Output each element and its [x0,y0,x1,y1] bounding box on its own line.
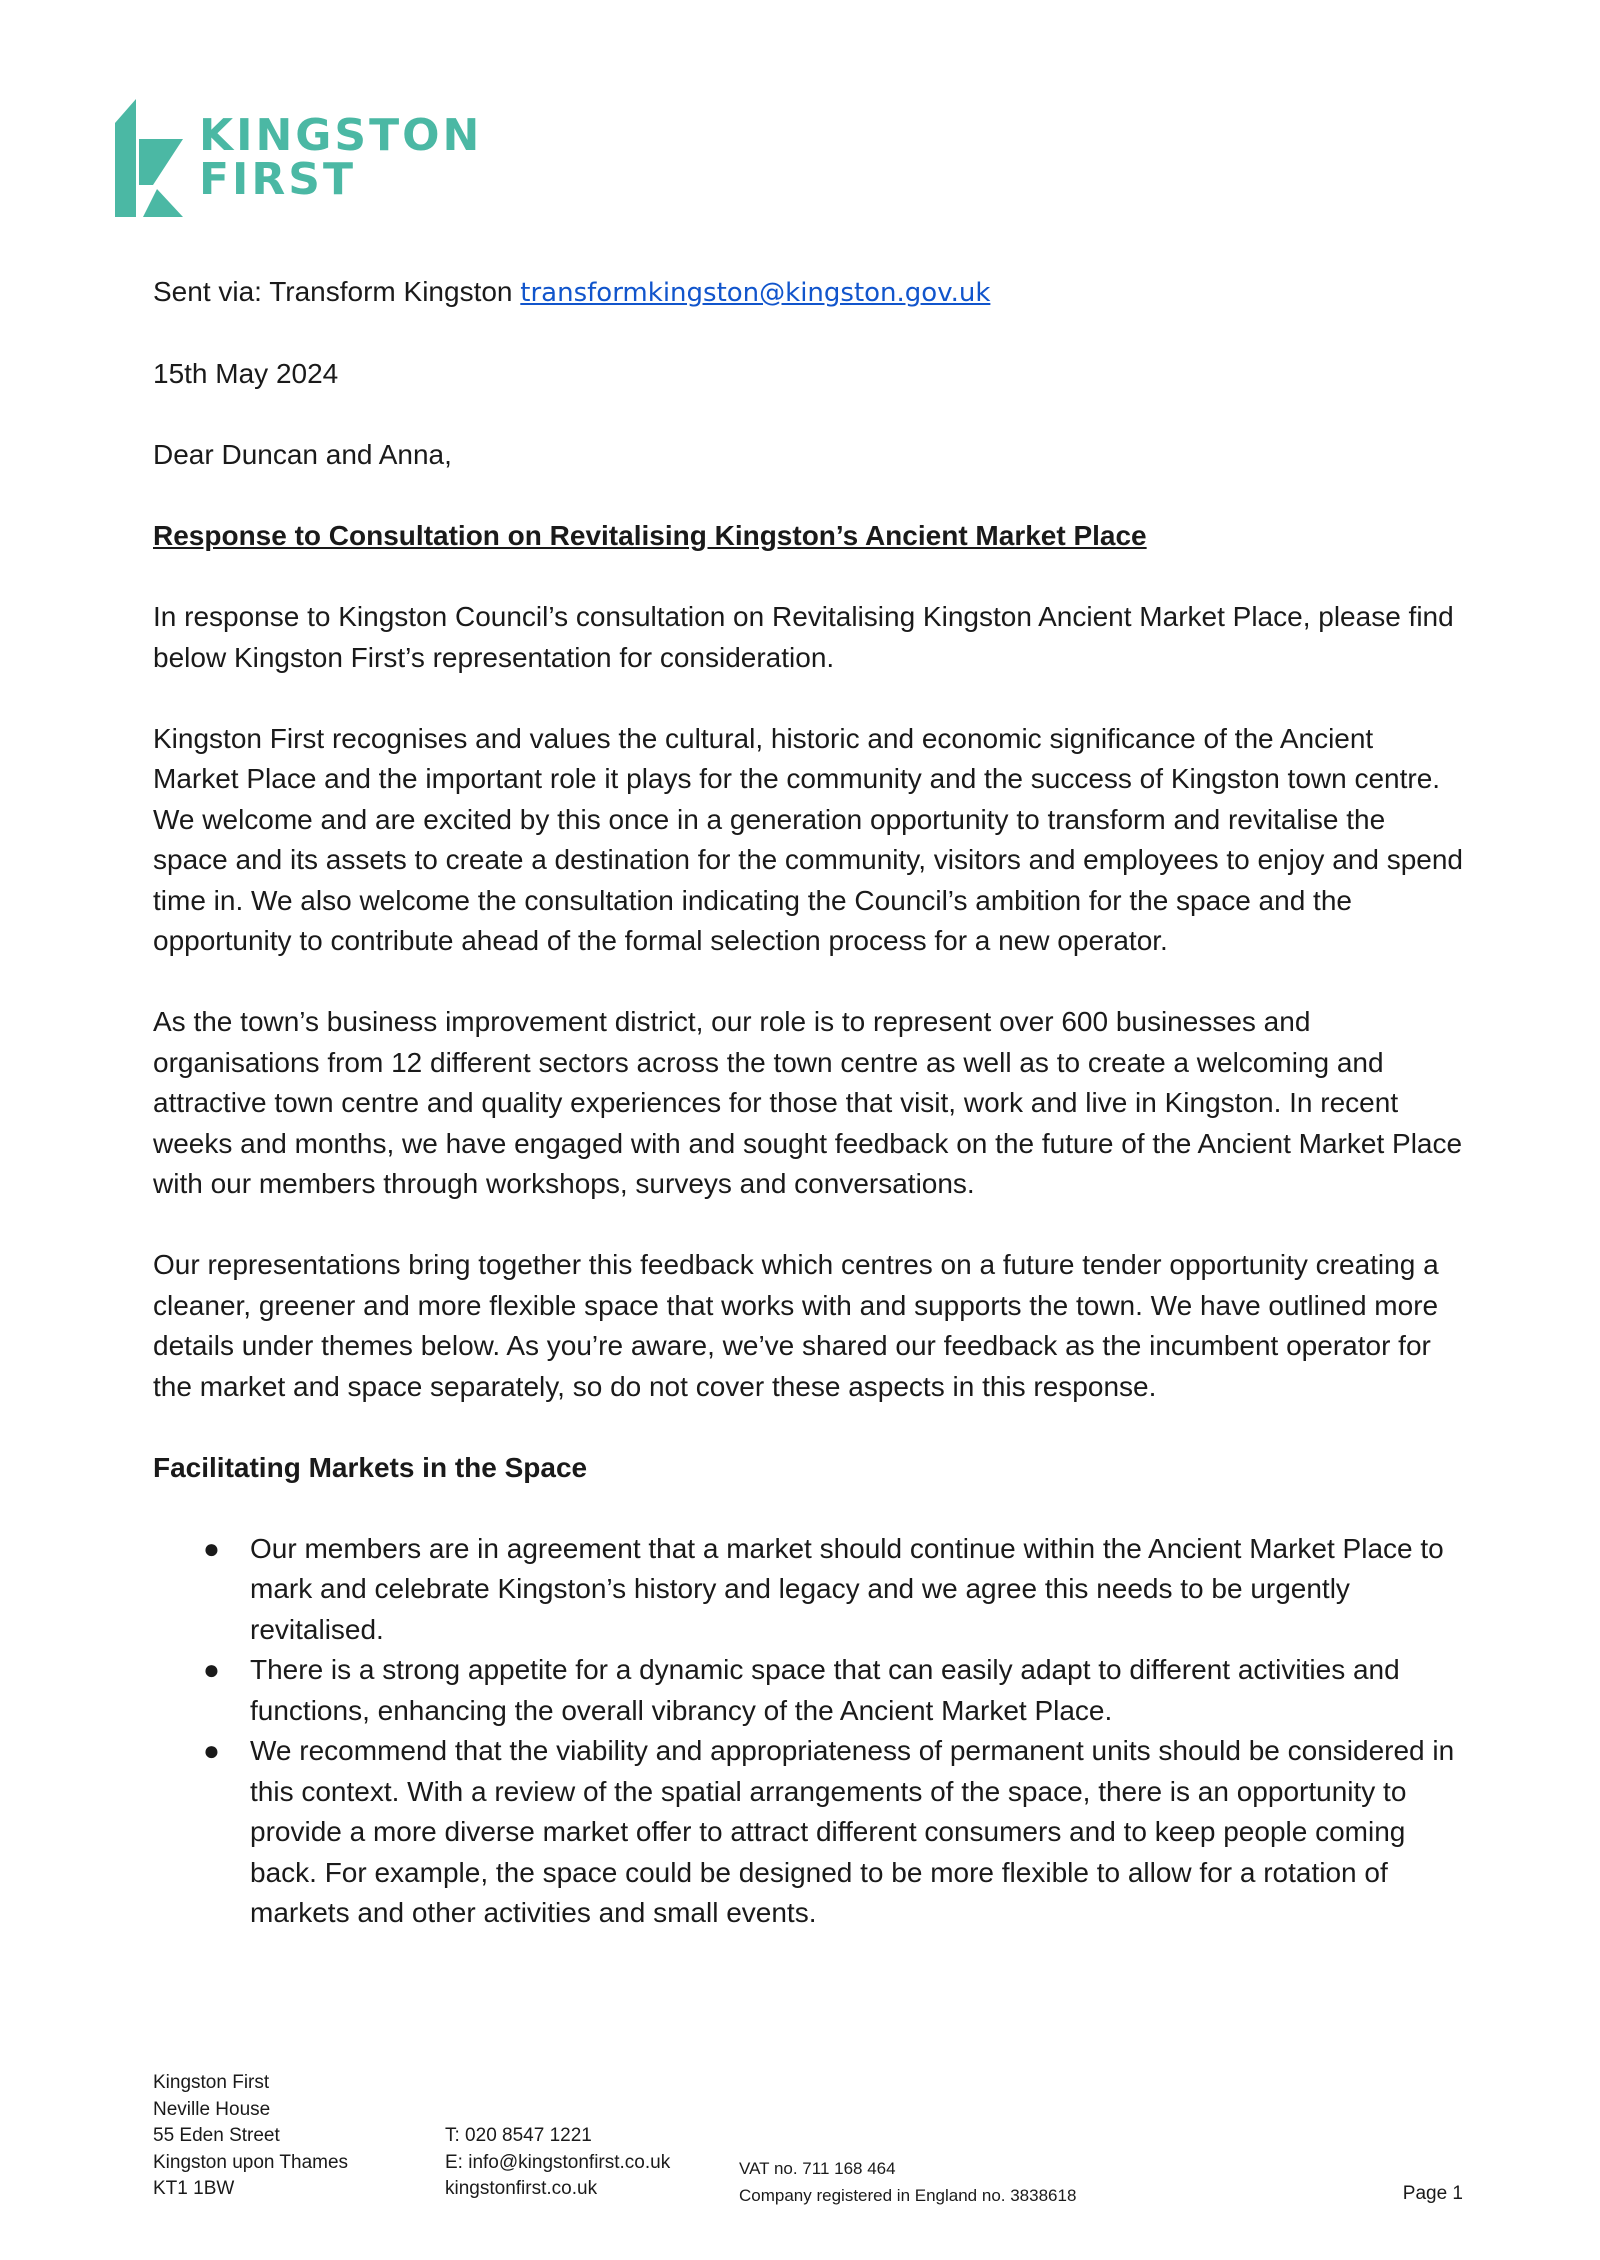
salutation: Dear Duncan and Anna, [153,439,452,470]
body-paragraph: In response to Kingston Council’s consultation on Revitalising Kingston Ancient Market Place, please find below Kingston First’s representation for consideration. [153,601,1454,673]
footer-address-line: Kingston upon Thames [153,2151,349,2173]
page-number: Page 1 [1402,2183,1463,2204]
logo-wordmark [199,110,483,205]
bullet-text: We recommend that the viability and appropriateness of permanent units should be considered in this context. With a review of the spatial arrangements of the space, there is an opportunity to provide a more diverse market offer to attract different consumers and to keep people coming back. For example, the space could be designed to be more flexible to allow for a rotation of markets and other activities and small events. [250,1735,1455,1928]
footer-address-line: 55 Eden Street [153,2125,280,2146]
footer-address-line: KT1 1BW [153,2178,235,2199]
bullet-icon: ● [203,1532,220,1564]
consultation-email-link[interactable]: transformkingston@kingston.gov.uk [520,278,991,308]
sent-via-line [153,272,1463,314]
body-paragraph: Kingston First recognises and values the cultural, historic and economic significance of the Ancient Market Place and the important role it plays for the community and the success of Kingston town centre. We welcome and are excited by this once in a generation opportunity to transform and revitalise the space and its assets to create a destination for the community, visitors and employees to enjoy and spend time in. We also welcome the consultation indicating the Council’s ambition for the space and the opportunity to contribute ahead of the formal selection process for a new operator. [153,722,1463,956]
bullet-list [153,1529,1463,1934]
bullet-text: Our members are in agreement that a market should continue within the Ancient Market Place to mark and celebrate Kingston’s history and legacy and we agree this needs to be urgently revitalised. [250,1532,1444,1645]
footer-address-line: Neville House [153,2098,271,2120]
letter-date: 15th May 2024 [153,358,339,389]
letter-footer [153,2070,1463,2210]
body-paragraph: As the town’s business improvement district, our role is to represent over 600 businesses and organisations from 12 different sectors across the town centre as well as to create a welcoming and attractive town centre and quality experiences for those that visit, work and live in Kingston. In recent weeks and months, we have engaged with and sought feedback on the future of the Ancient Market Place with our members through workshops, surveys and conversations. [153,1006,1463,1199]
footer-email[interactable]: E: info@kingstonfirst.co.uk [445,2151,671,2173]
letter-body [153,272,1463,1934]
bullet-item [153,1731,1463,1934]
footer-vat: VAT no. 711 168 464 [739,2159,896,2178]
section-heading: Facilitating Markets in the Space [153,1451,588,1483]
bullet-item [153,1650,1463,1731]
kingston-first-logo [115,98,485,218]
footer-address-line: Kingston First [153,2072,270,2093]
sent-via-text: Sent via: Transform Kingston [153,276,513,307]
footer-phone: T: 020 8547 1221 [445,2125,592,2146]
footer-company-info [739,2156,1076,2209]
footer-contact [445,2123,670,2203]
kingston-first-k-mark-icon [115,99,185,217]
footer-website[interactable]: kingstonfirst.co.uk [445,2178,598,2199]
bullet-text: There is a strong appetite for a dynamic space that can easily adapt to different activities and functions, enhancing the overall vibrancy of the Ancient Market Place. [250,1654,1400,1726]
footer-address [153,2070,348,2203]
footer-company-registration: Company registered in England no. 3838618 [739,2185,1077,2205]
bullet-icon: ● [203,1735,220,1766]
body-paragraph: Our representations bring together this feedback which centres on a future tender opportunity creating a cleaner, greener and more flexible space that works with and supports the town. We have outlined more details under themes below. As you’re aware, we’ve shared our feedback as the incumbent operator for the market and space separately, so do not cover these aspects in this response. [153,1249,1439,1402]
subject-heading: Response to Consultation on Revitalising Kingston’s Ancient Market Place [153,520,1147,551]
logo-line-1: KINGSTON [199,110,483,161]
bullet-icon: ● [203,1654,220,1685]
logo-line-2: FIRST [199,154,357,205]
bullet-item [153,1529,1463,1651]
